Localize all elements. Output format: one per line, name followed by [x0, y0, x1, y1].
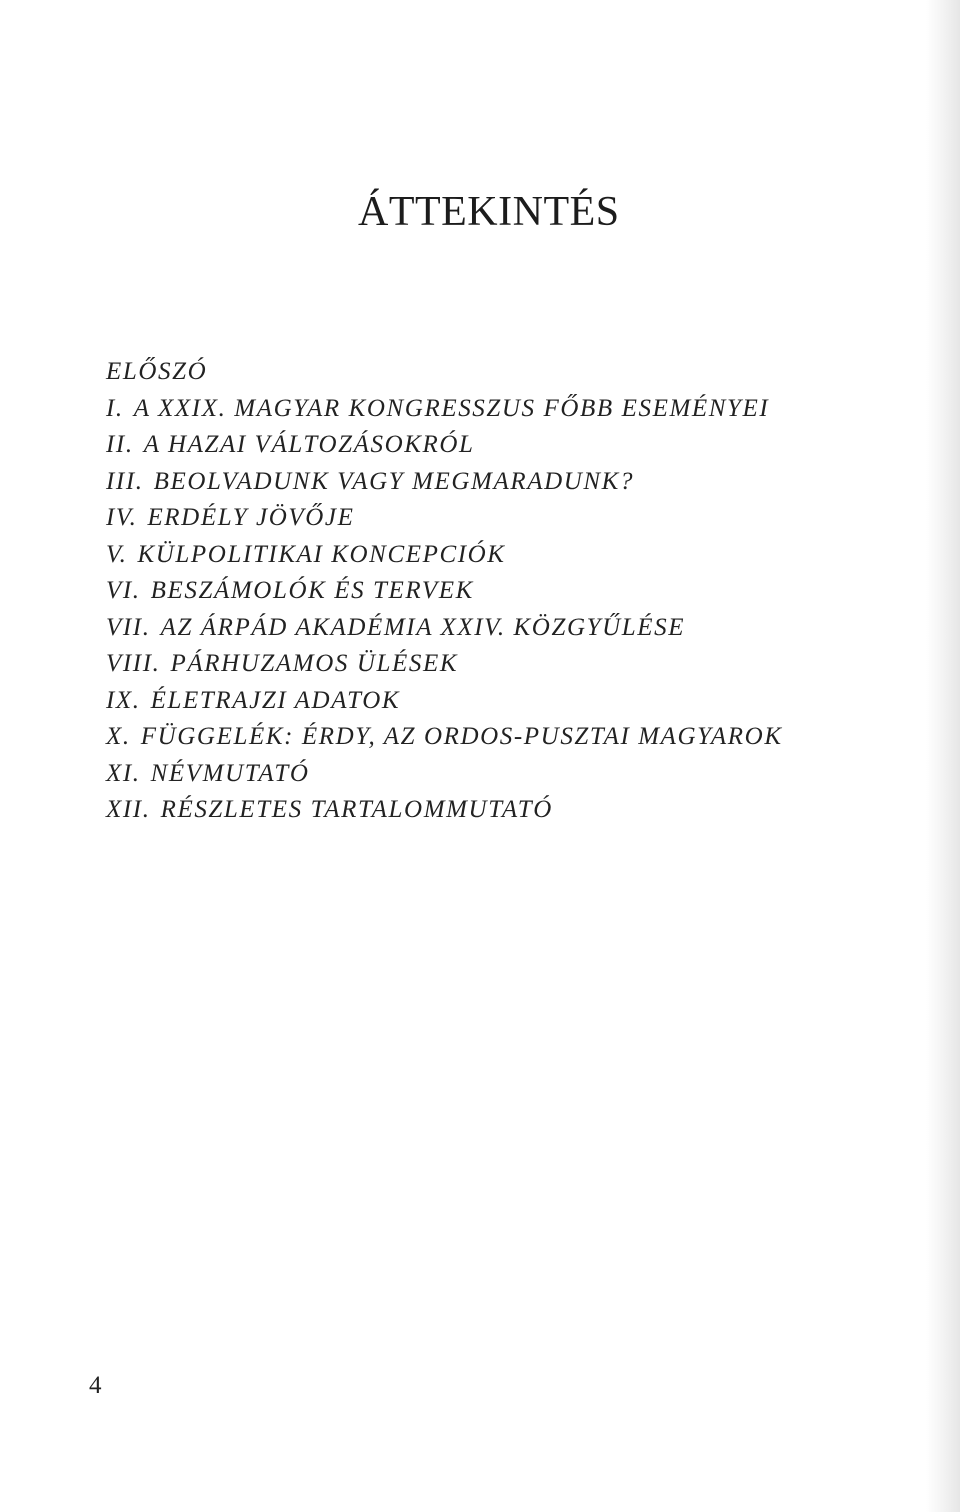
toc-entry-chapter-10	[106, 719, 783, 756]
toc-entry-label: FÜGGELÉK: ÉRDY, AZ ORDOS-PUSZTAI MAGYAROK	[140, 723, 783, 750]
toc-entry-number: IV.	[106, 504, 138, 531]
toc-entry-foreword	[106, 354, 783, 391]
toc-entry-label: RÉSZLETES TARTALOMMUTATÓ	[160, 796, 553, 823]
toc-entry-chapter-11	[106, 756, 783, 793]
toc-entry-label: ÉLETRAJZI ADATOK	[150, 686, 401, 714]
toc-entry-chapter-12	[106, 792, 783, 829]
toc-entry-label: ERDÉLY JÖVŐJE	[147, 504, 355, 531]
scan-edge-shadow	[926, 0, 960, 1512]
toc-entry-chapter-4	[106, 500, 783, 537]
page-number: 4	[89, 1372, 102, 1399]
toc-entry-number: IX.	[106, 686, 141, 714]
toc-entry-label: A HAZAI VÁLTOZÁSOKRÓL	[143, 431, 475, 458]
toc-entry-chapter-8	[106, 646, 783, 683]
toc-entry-label: KÜLPOLITIKAI KONCEPCIÓK	[137, 540, 506, 568]
toc-entry-number: VII.	[106, 613, 151, 641]
toc-entry-number: III.	[106, 467, 144, 495]
toc-entry-label: A XXIX. MAGYAR KONGRESSZUS FŐBB ESEMÉNYEI	[133, 394, 770, 422]
toc-entry-label: BESZÁMOLÓK ÉS TERVEK	[150, 577, 474, 604]
toc-entry-number: VIII.	[106, 650, 161, 677]
toc-entry-chapter-1	[106, 391, 783, 428]
toc-entry-label: BEOLVADUNK VAGY MEGMARADUNK?	[153, 467, 635, 495]
toc-entry-chapter-5	[106, 537, 783, 574]
toc-entry-chapter-2	[106, 427, 783, 464]
toc-entry-number: I.	[106, 394, 124, 422]
toc-entry-number: II.	[106, 431, 134, 458]
toc-entry-chapter-3	[106, 464, 783, 501]
toc-entry-label: ELŐSZÓ	[106, 358, 208, 385]
toc-entry-label: PÁRHUZAMOS ÜLÉSEK	[170, 650, 459, 677]
toc-entry-number: X.	[106, 723, 131, 750]
toc-entry-chapter-7	[106, 610, 783, 647]
table-of-contents	[106, 354, 783, 829]
toc-entry-number: V.	[106, 540, 128, 568]
toc-entry-number: XI.	[106, 759, 141, 787]
toc-entry-number: XII.	[106, 796, 151, 823]
page-title: ÁTTEKINTÉS	[358, 189, 620, 235]
toc-entry-label: AZ ÁRPÁD AKADÉMIA XXIV. KÖZGYŰLÉSE	[160, 613, 686, 641]
toc-entry-chapter-9	[106, 683, 783, 720]
toc-entry-label: NÉVMUTATÓ	[150, 759, 310, 787]
toc-entry-number: VI.	[106, 577, 141, 604]
toc-entry-chapter-6	[106, 573, 783, 610]
